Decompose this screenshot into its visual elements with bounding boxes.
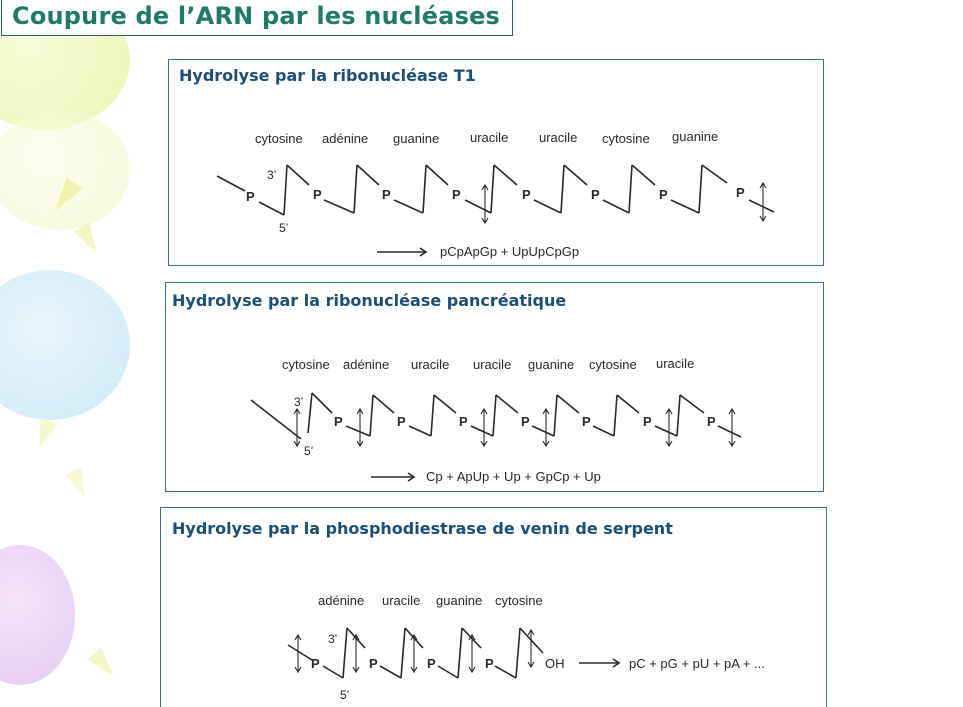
base-label: uracile (656, 356, 695, 371)
ray-yellow-decoration (87, 648, 120, 683)
diagram-ribonuclease-pancreatique (166, 283, 825, 493)
base-label: guanine (672, 129, 719, 144)
phosphate-label: P (397, 414, 406, 429)
cleavage-arrow (528, 630, 534, 667)
backbone-end (749, 200, 774, 212)
phosphate-label: P (736, 185, 745, 200)
nucleotide-unit (346, 395, 394, 436)
panel-title: Hydrolyse par la ribonucléase T1 (179, 66, 476, 85)
base-label: uracile (411, 357, 450, 372)
base-label: cytosine (255, 131, 303, 146)
backbone-end (718, 426, 741, 437)
phosphate-label: P (382, 187, 391, 202)
panel-ribonuclease-t1 (168, 59, 824, 266)
cleavage-arrow (729, 409, 735, 446)
base-label: guanine (528, 357, 575, 372)
end-3-label: 3’ (267, 168, 277, 182)
base-label: uracile (539, 130, 578, 145)
phosphate-label: P (311, 656, 320, 671)
hydroxyl-end-label: OH (545, 656, 565, 671)
phosphate-label: P (521, 414, 530, 429)
phosphate-label: P (582, 414, 591, 429)
base-label: adénine (318, 593, 365, 608)
end-5-label: 5’ (304, 444, 314, 458)
diagram-ribonuclease-t1 (169, 60, 825, 267)
balloon-purple-decoration (0, 545, 75, 685)
end-3-label: 3’ (294, 395, 304, 409)
nucleotide-unit (471, 395, 518, 436)
phosphate-label: P (427, 656, 436, 671)
end-3-label: 3’ (328, 632, 338, 646)
reaction-arrow (371, 473, 414, 481)
reaction-arrow (377, 248, 426, 256)
nucleotide-unit (438, 628, 481, 678)
phosphate-label: P (591, 187, 600, 202)
cleavage-arrow (481, 409, 487, 446)
ray-yellow-decoration (74, 223, 105, 258)
nucleotide-unit (655, 395, 704, 436)
nucleotide-unit (593, 395, 639, 436)
nucleotide-unit (394, 165, 448, 213)
ray-yellow-decoration (30, 418, 57, 452)
phosphate-label: P (369, 656, 378, 671)
balloon-blue-decoration (0, 270, 130, 420)
base-label: cytosine (495, 593, 543, 608)
base-label: uracile (382, 593, 421, 608)
nucleotide-unit (465, 165, 517, 213)
end-5-label: 5’ (279, 221, 289, 235)
cleavage-arrow (482, 185, 488, 223)
nucleotide-unit (532, 395, 579, 436)
nucleotide-unit (603, 165, 655, 213)
panel-title: Hydrolyse par la phosphodiestrase de venin de serpent (172, 519, 673, 538)
phosphate-label: P (452, 187, 461, 202)
products-formula: pCpApGp + UpUpCpGp (440, 244, 580, 259)
base-label: adénine (343, 357, 390, 372)
base-label: uracile (470, 130, 509, 145)
nucleotide-unit (671, 165, 727, 213)
phosphate-label: P (246, 189, 255, 204)
backbone-start (217, 176, 245, 191)
nucleotide-unit (324, 165, 379, 213)
nucleotide-unit (308, 393, 332, 433)
panel-phosphodiesterase-venin (160, 507, 827, 707)
ray-yellow-decoration (65, 468, 93, 501)
cleavage-arrow (294, 409, 300, 446)
phosphate-label: P (643, 414, 652, 429)
phosphate-label: P (334, 414, 343, 429)
reaction-arrow (579, 659, 619, 667)
cleavage-arrow (543, 409, 549, 446)
cleavage-arrow (357, 409, 363, 446)
cleavage-arrow (760, 183, 766, 221)
base-label: adénine (322, 131, 369, 146)
nucleotide-unit (495, 628, 543, 678)
phosphate-label: P (659, 187, 668, 202)
products-formula: pC + pG + pU + pA + ... (629, 656, 765, 671)
end-5-label: 5’ (340, 688, 350, 702)
phosphate-label: P (459, 414, 468, 429)
title-box (1, 0, 513, 36)
slide-title: Coupure de l’ARN par les nucléases (12, 2, 501, 30)
panel-title: Hydrolyse par la ribonucléase pancréatique (172, 291, 567, 310)
base-label: guanine (393, 131, 440, 146)
panel-ribonuclease-pancreatique (165, 282, 824, 492)
cleavage-arrow (666, 409, 672, 446)
phosphate-label: P (707, 414, 716, 429)
nucleotide-unit (380, 628, 423, 678)
diagram-phosphodiesterase-venin (161, 508, 828, 707)
base-label: cytosine (282, 357, 330, 372)
phosphate-label: P (522, 187, 531, 202)
base-label: cytosine (602, 131, 650, 146)
base-label: guanine (436, 593, 483, 608)
base-label: uracile (473, 357, 512, 372)
phosphate-label: P (313, 187, 322, 202)
base-label: cytosine (589, 357, 637, 372)
products-formula: Cp + ApUp + Up + GpCp + Up (426, 469, 601, 484)
nucleotide-unit (534, 165, 587, 213)
nucleotide-unit (409, 395, 456, 436)
phosphate-label: P (485, 656, 494, 671)
backbone-start (288, 645, 312, 660)
